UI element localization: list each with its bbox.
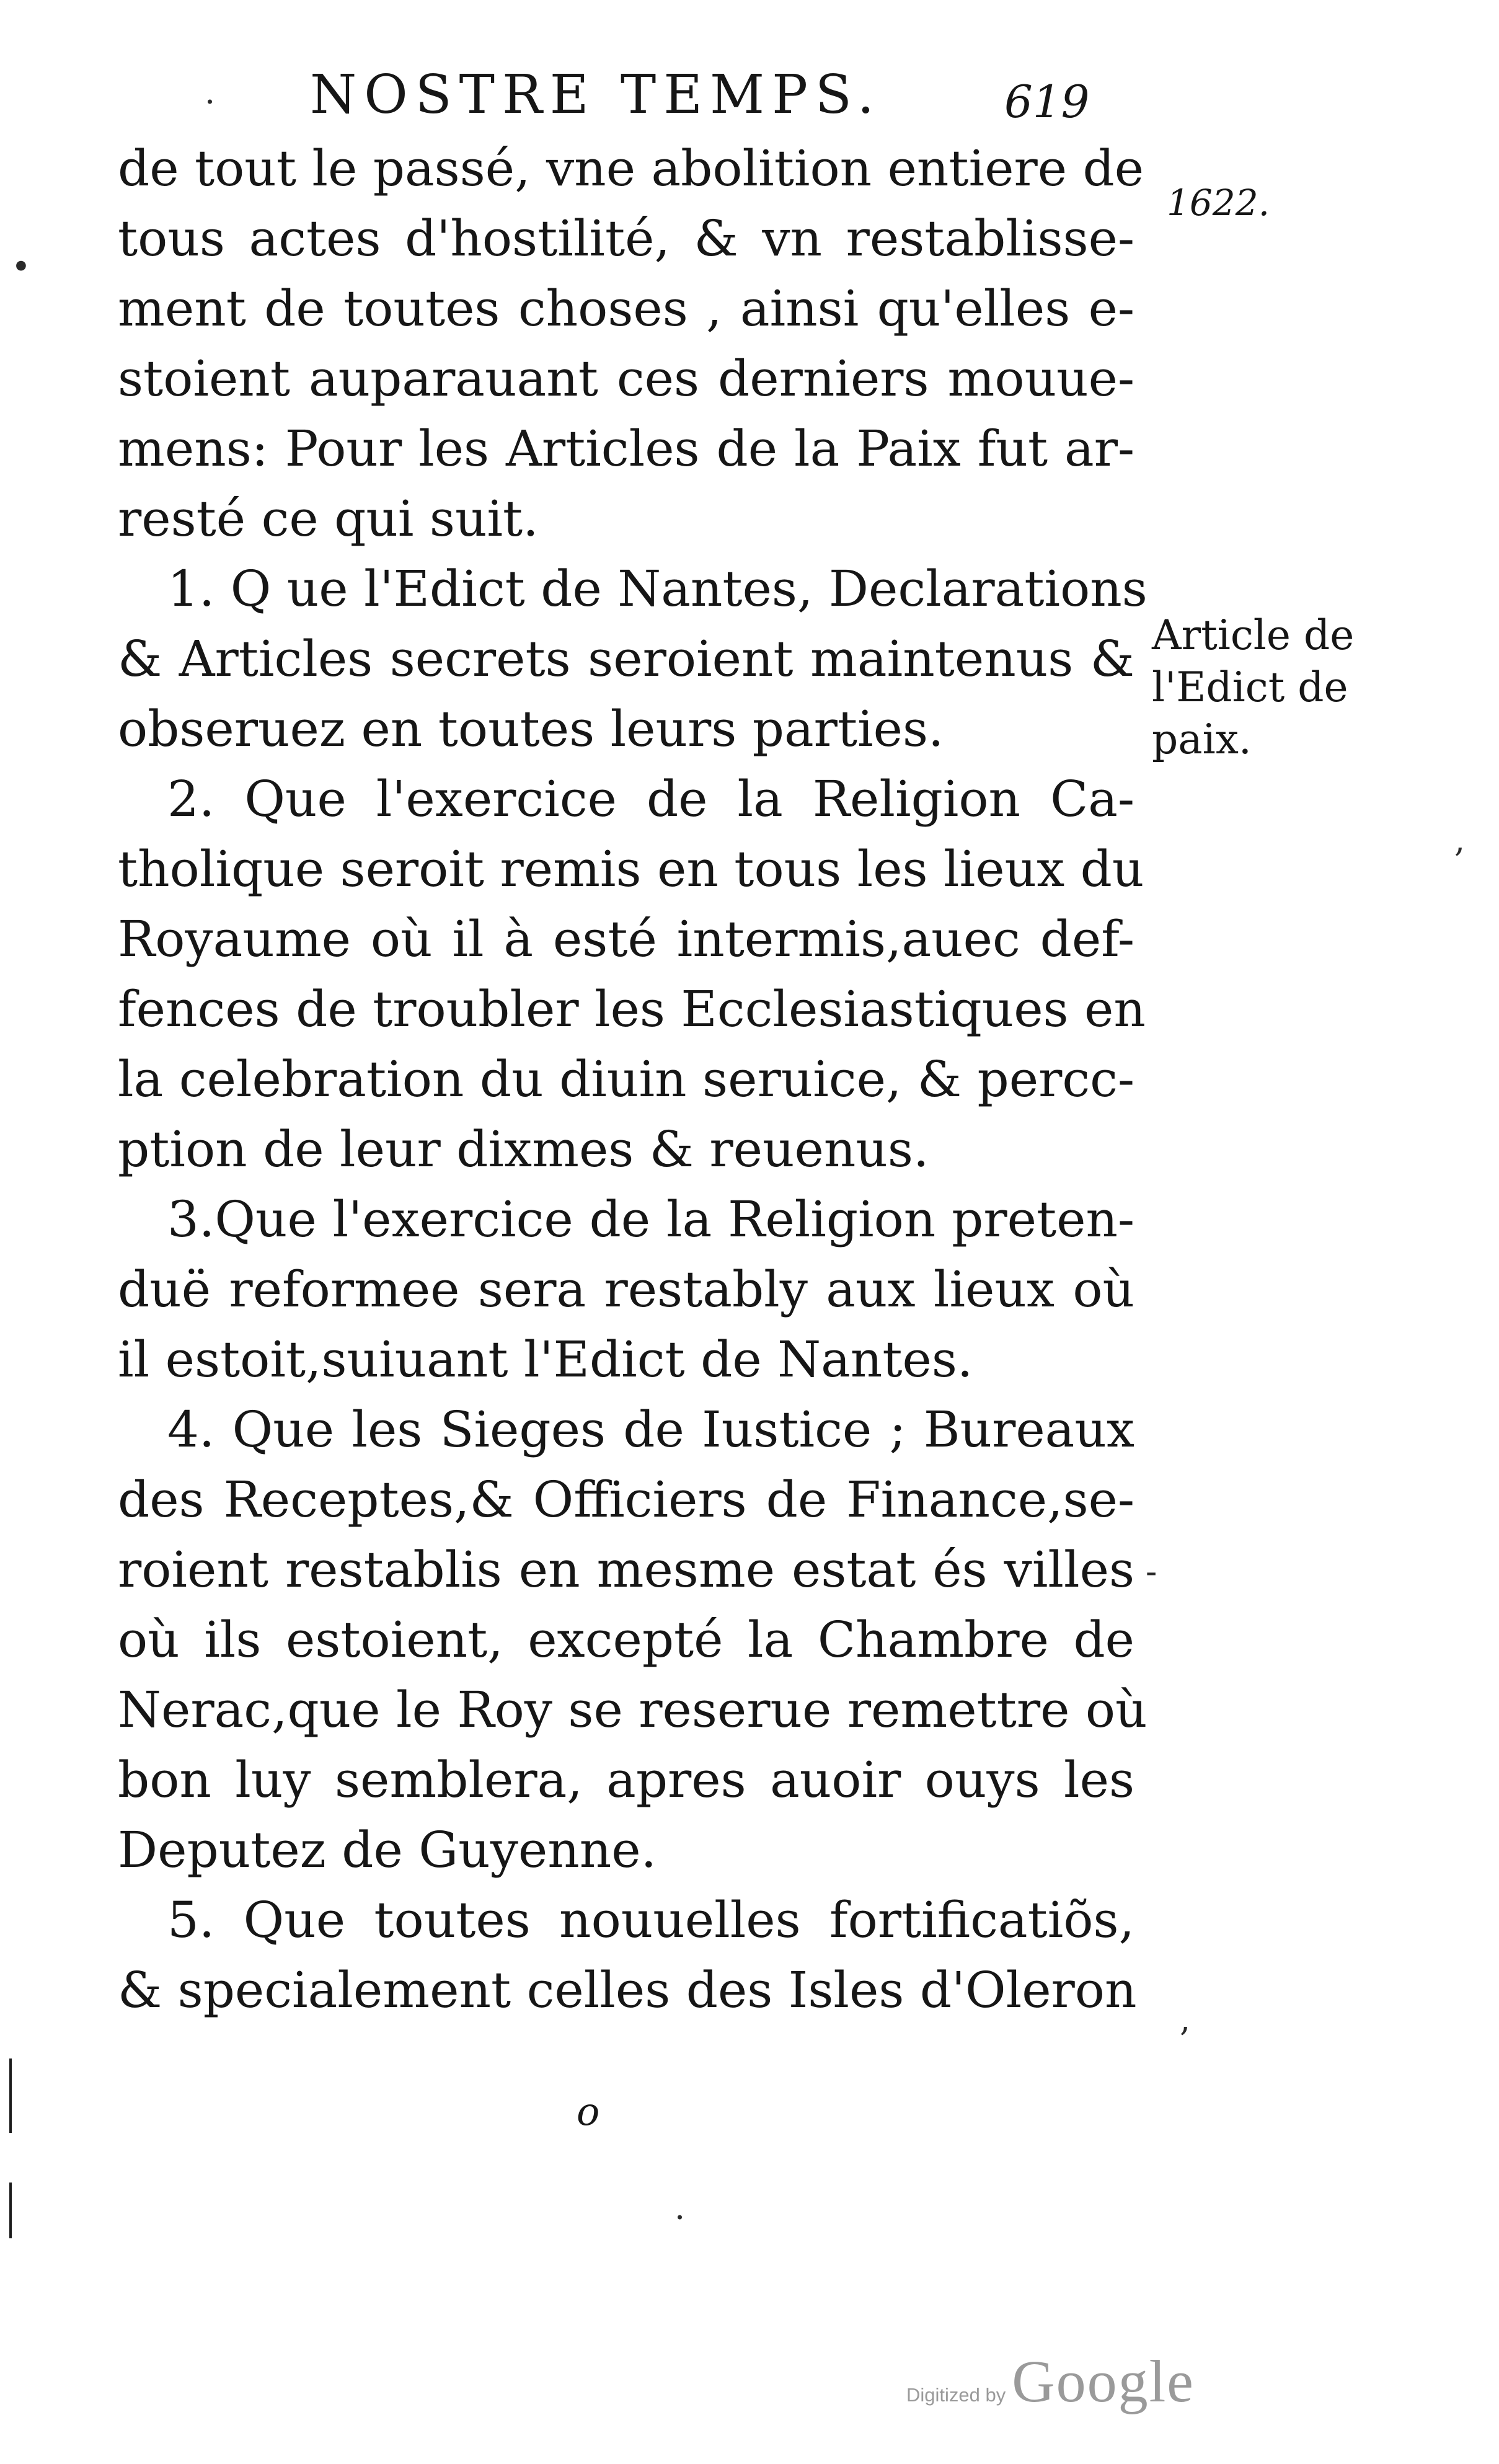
- margin-note-line: paix.: [1152, 716, 1252, 763]
- watermark-brand: Google: [1012, 2348, 1195, 2414]
- article-line: ption de leur dixmes & reuenus.: [118, 1120, 929, 1178]
- margin-note-line: l'Edict de: [1152, 663, 1348, 711]
- print-speck: ,: [1180, 2000, 1191, 2039]
- article-line: Royaume où il à esté intermis,auec def-: [118, 910, 1134, 968]
- catchword: o: [577, 2089, 600, 2134]
- article-line: & specialement celles des Isles d'Oleron: [118, 1961, 1137, 2019]
- body-text-line: ment de toutes choses , ainsi qu'elles e-: [118, 280, 1134, 337]
- article-line: 4. Que les Sieges de Iustice ; Bureaux: [167, 1401, 1134, 1458]
- body-text-line: de tout le passé, vne abolition entiere de: [118, 140, 1144, 197]
- margin-article-note: [1152, 609, 1356, 766]
- print-speck: ,: [1454, 820, 1466, 859]
- page-edge-mark: [9, 2183, 12, 2238]
- article-line: 3.Que l'exercice de la Religion preten-: [167, 1190, 1134, 1248]
- article-line: Deputez de Guyenne.: [118, 1821, 657, 1879]
- running-header-title: NOSTRE TEMPS.: [310, 64, 882, 126]
- body-text-line: resté ce qui suit.: [118, 490, 539, 547]
- margin-note-line: Article de: [1152, 611, 1355, 659]
- article-line: 1. Q ue l'Edict de Nantes, Declarations: [167, 560, 1147, 618]
- article-line: Nerac,que le Roy se reserue remettre où: [118, 1681, 1147, 1739]
- print-speck: ·: [674, 2198, 686, 2237]
- article-line: fences de troubler les Ecclesiastiques en: [118, 980, 1146, 1038]
- article-line: des Receptes,& Officiers de Finance,se-: [118, 1471, 1134, 1528]
- body-text-line: mens: Pour les Articles de la Paix fut ar-: [118, 420, 1134, 477]
- article-line: & Articles secrets seroient maintenus &: [118, 630, 1134, 688]
- print-speck: •: [11, 247, 31, 286]
- margin-year-note: 1622.: [1167, 182, 1270, 224]
- print-speck: -: [1146, 1552, 1157, 1591]
- article-line: la celebration du diuin seruice, & percc-: [118, 1050, 1134, 1108]
- body-text-line: tous actes d'hostilité, & vn restablisse-: [118, 210, 1134, 267]
- article-line: obseruez en toutes leurs parties.: [118, 700, 944, 758]
- article-line: il estoit,suiuant l'Edict de Nantes.: [118, 1331, 973, 1388]
- digitized-by-google-watermark: [906, 2347, 1195, 2416]
- article-line: bon luy semblera, apres auoir ouys les: [118, 1751, 1134, 1809]
- article-line: roient restablis en mesme estat és villes: [118, 1541, 1134, 1598]
- article-line: tholique seroit remis en tous les lieux du: [118, 840, 1144, 898]
- article-line: où ils estoient, excepté la Chambre de: [118, 1611, 1134, 1669]
- article-line: duë reformee sera restably aux lieux où: [118, 1261, 1134, 1318]
- article-line: 5. Que toutes nouuelles fortificatiõs,: [167, 1891, 1134, 1949]
- watermark-prefix: Digitized by: [906, 2384, 1006, 2406]
- page-number: 619: [1004, 76, 1090, 128]
- page-edge-mark: [9, 2059, 12, 2133]
- article-line: 2. Que l'exercice de la Religion Ca-: [167, 770, 1134, 828]
- body-text-line: stoient auparauant ces derniers mouue-: [118, 350, 1134, 407]
- print-speck: ·: [205, 82, 216, 122]
